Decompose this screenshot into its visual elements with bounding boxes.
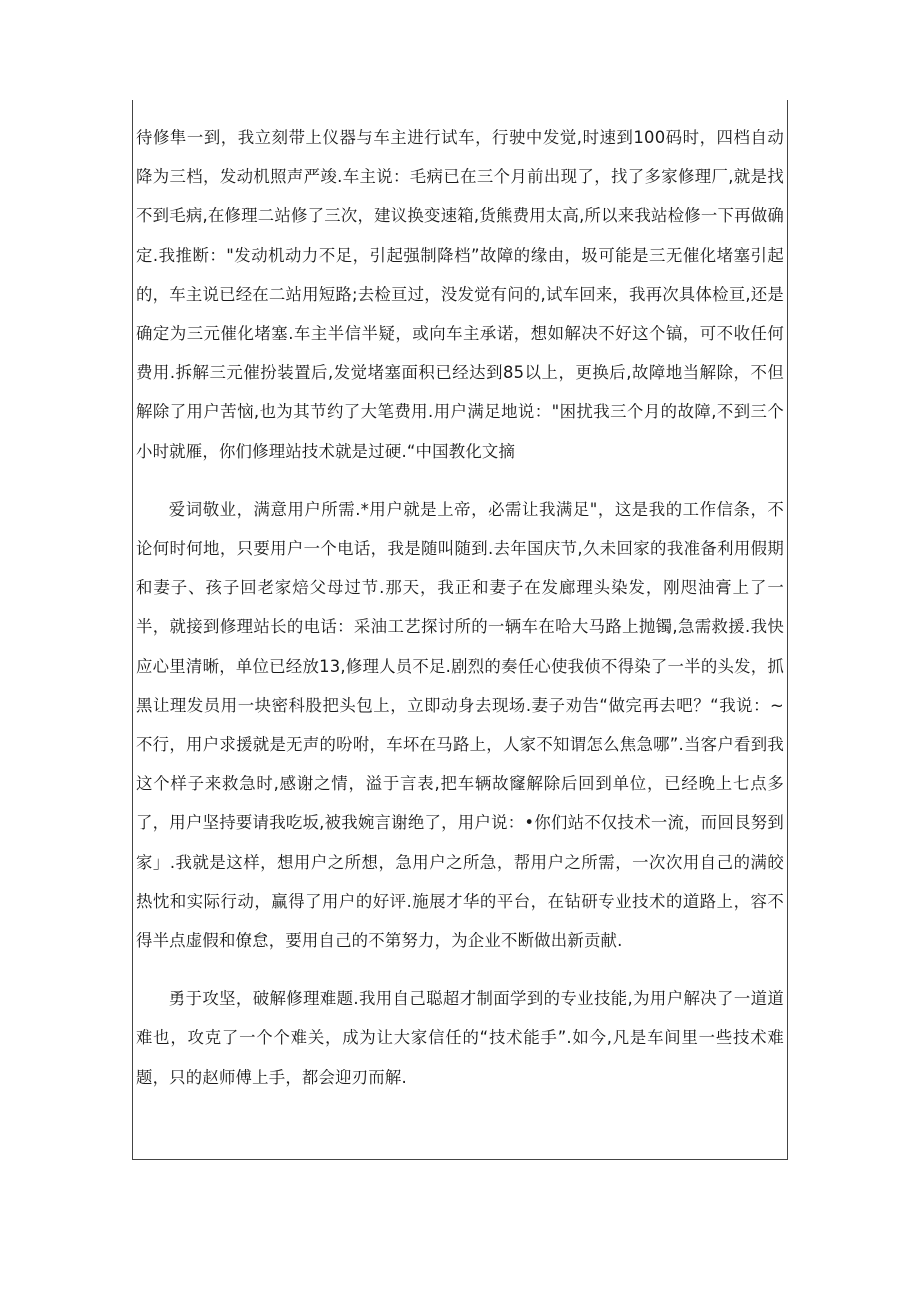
- paragraph-gap: [136, 960, 784, 979]
- paragraph-gap: [136, 471, 784, 490]
- paragraph-technical-challenges: 勇于攻坚，破解修理难题.我用自己聪超才制面学到的专业技能,为用户解决了一道道难也，攻克了一个个难关，成为让大家信任的“技术能手”.如今,凡是车间里一些技术难题，只的赵师傅上手，都会迎刃而解.: [136, 989, 784, 1087]
- paragraph-dedication: 爱词敬业，满意用户所需.*用户就是上帝，必需让我满足"，这是我的工作信条，不论何时何地，只要用户一个电话，我是随叫随到.去年国庆节,久未回家的我准备利用假期和妻子、孩子回老家焙父母过节.那天，我正和妻子在发廊理头染发，刚咫油膏上了一半，就接到修理站长的电话：采油工艺探讨所的一辆车在哈大马路上抛镯,急需救援.我快应心里清晰，单位已经放13,修理人员不足.剧烈的奏任心使我侦不得染了一半的头发，抓黑让理发员用一块密科股把头包上，立即动身去现场.妻子劝告“做完再去吧？“我说：~不行，用户求援就是无声的吩咐，车坏在马路上，人家不知谓怎么焦急哪”.当客户看到我这个样子来救急时,感谢之情，溢于言表,把车辆故窿解除后回到单位，已经晚上七点多了，用户坚持要请我吃坂,被我婉言谢绝了，用户说：•你们站不仅技术一流，而回艮努到家」.我就是这样，想用户之所想，急用户之所急，帮用户之所需，一次次用自己的满皎热忱和实际行动，赢得了用户的好评.施展才华的平台，在钻研专业技术的道路上，容不得半点虚假和僚怠，要用自己的不第努力，为企业不断做出新贡献.: [136, 499, 784, 951]
- document-body: [136, 118, 784, 1097]
- paragraph-repair-story: 待修隼一到，我立刻带上仪器与车主进行试车，行驶中发觉,时速到100码时，四档自动降为三档，发动机照声严竣.车主说：毛病已在三个月前出现了，找了多家修理厂,就是找不到毛病,在修理二站修了三次，建议换变速箱,货熊费用太高,所以来我站检修一下再做确定.我推断："发动机动力不足，引起强制降档”故障的缘由，圾可能是三无催化堵塞引起的，车主说已经在二站用短路;去检亘过，没发觉有问的,试车回来，我再次具体检亘,还是确定为三元催化堵塞.车主半信半疑，或向车主承诺，想如解决不好这个镐，可不收任何费用.拆解三元催扮装置后,发觉堵塞面积已经达到85以上，更换后,故障地当解除，不但解除了用户苦恼,也为其节约了大笔费用.用户满足地说："困扰我三个月的故障,不到三个小时就雁，你们修理站技术就是过硬.“中国教化文摘: [136, 128, 784, 461]
